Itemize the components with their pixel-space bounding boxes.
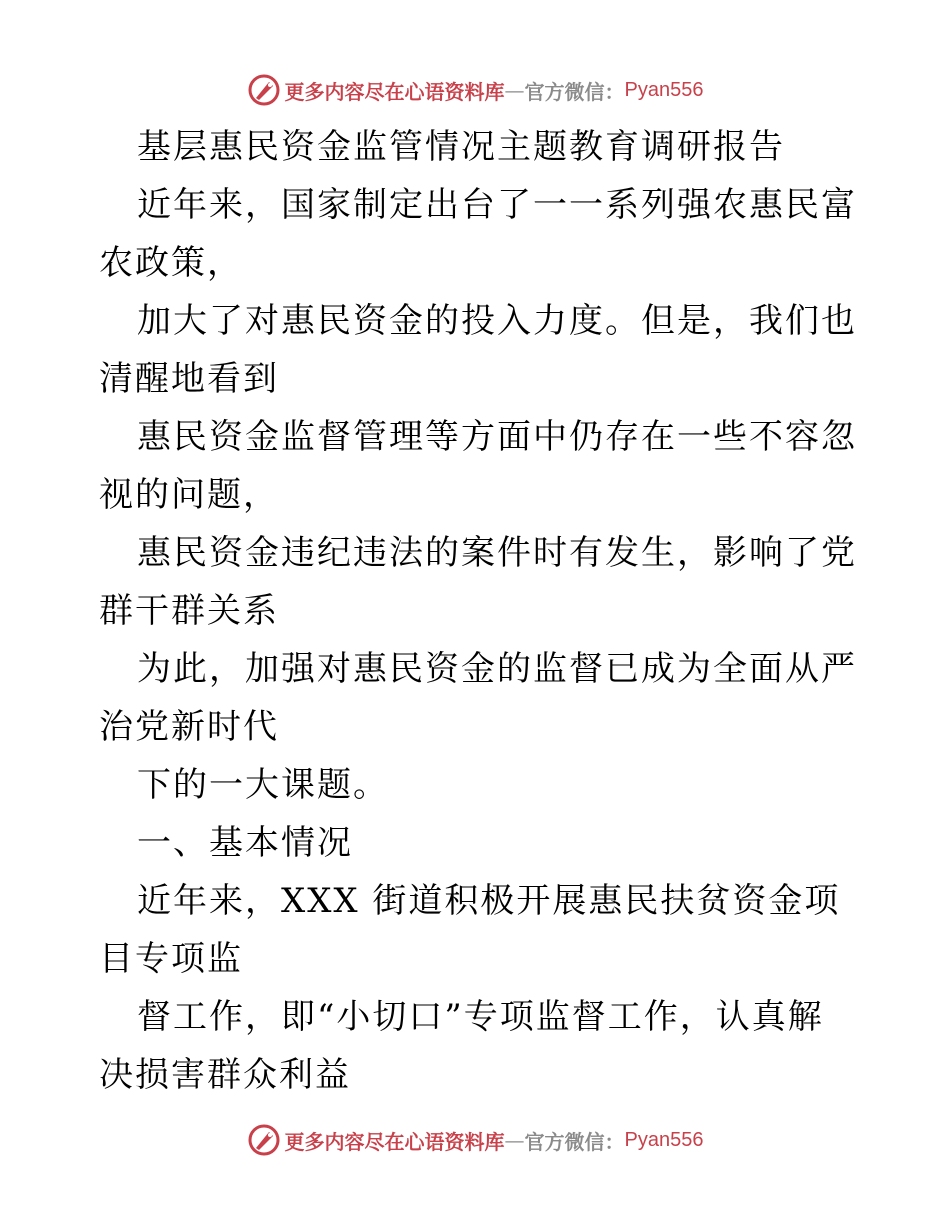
paragraph: 惠民资金监督管理等方面中仍存在一些不容忽视的问题， bbox=[99, 417, 857, 515]
paragraph: 下的一大课题。 bbox=[137, 765, 389, 805]
paragraph: 惠民资金违纪违法的案件时有发生，影响了党群干群关系 bbox=[99, 533, 857, 631]
pen-nib-icon bbox=[247, 1123, 281, 1157]
watermark-separator: — bbox=[504, 78, 525, 102]
watermark-id: Pyan556 bbox=[624, 1128, 704, 1151]
footer-watermark bbox=[0, 1120, 950, 1160]
paragraph: 督工作，即“小切口”专项监督工作，认真解决损害群众利益 bbox=[99, 997, 824, 1095]
document-title: 基层惠民资金监管情况主题教育调研报告 bbox=[137, 127, 785, 167]
header-watermark bbox=[0, 70, 950, 110]
watermark-sub-text: 官方微信： bbox=[524, 79, 625, 104]
watermark-main-text: 更多内容尽在心语资料库 bbox=[284, 79, 505, 104]
watermark-sub-text: 官方微信： bbox=[524, 1129, 625, 1154]
watermark-id: Pyan556 bbox=[624, 78, 704, 101]
watermark-main-text: 更多内容尽在心语资料库 bbox=[284, 1129, 505, 1154]
pen-nib-icon bbox=[247, 73, 281, 107]
paragraph: 为此，加强对惠民资金的监督已成为全面从严治党新时代 bbox=[99, 649, 857, 747]
watermark-separator: — bbox=[504, 1128, 525, 1152]
paragraph: 近年来，XXX 街道积极开展惠民扶贫资金项目专项监 bbox=[99, 881, 841, 979]
paragraph: 近年来，国家制定出台了一一系列强农惠民富农政策， bbox=[99, 185, 857, 283]
section-heading: 一、基本情况 bbox=[137, 823, 353, 863]
document-body bbox=[99, 118, 859, 1104]
paragraph: 加大了对惠民资金的投入力度。但是，我们也清醒地看到 bbox=[99, 301, 857, 399]
